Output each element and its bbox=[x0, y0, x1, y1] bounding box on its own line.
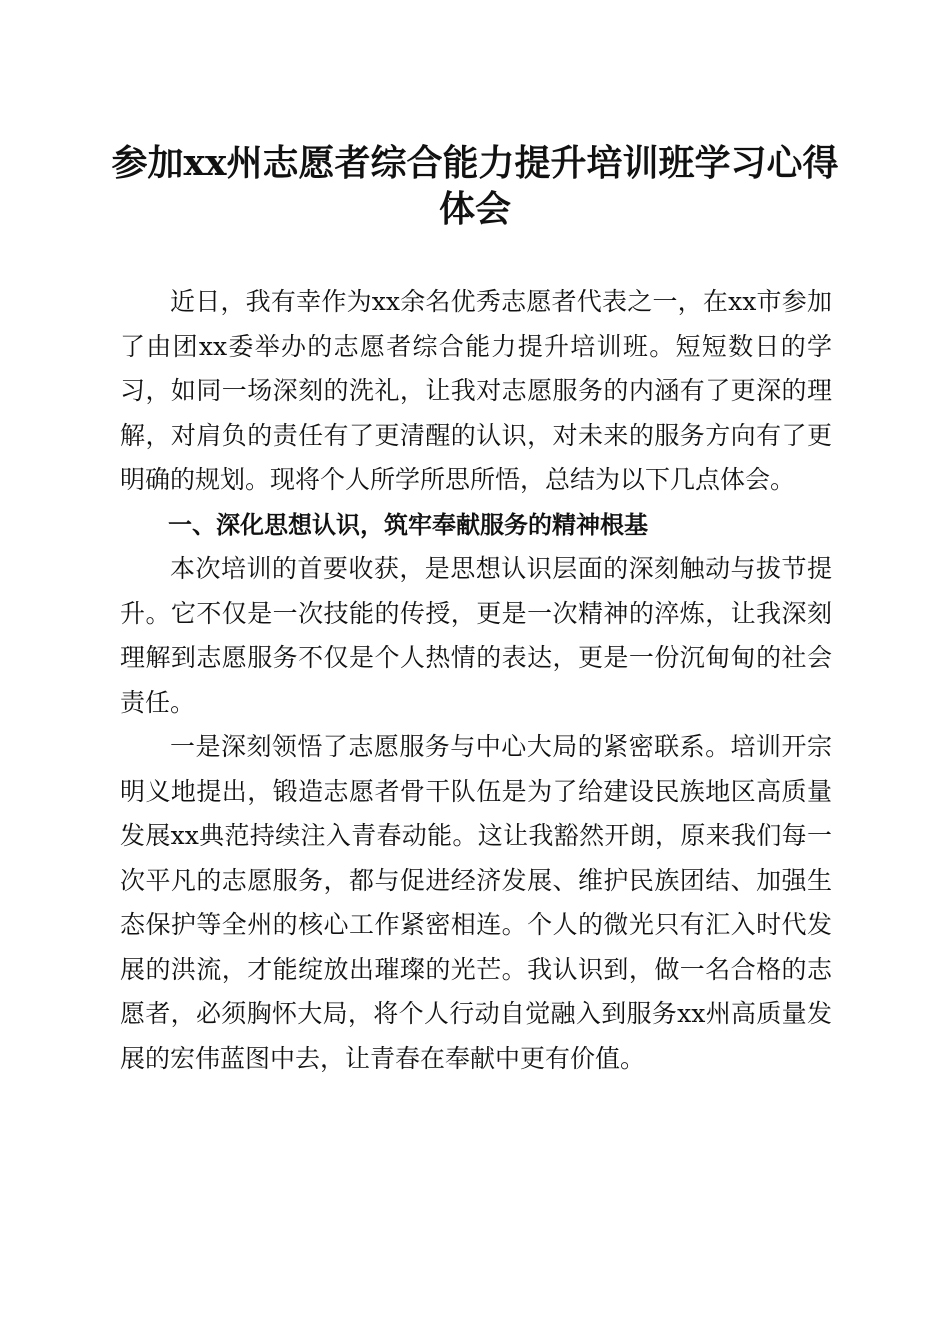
document-body bbox=[120, 280, 832, 1081]
body-paragraph: 一是深刻领悟了志愿服务与中心大局的紧密联系。培训开宗明义地提出，锻造志愿者骨干队伍是为了给建设民族地区高质量发展xx典范持续注入青春动能。这让我豁然开朗，原来我们每一次平凡的志愿服务，都与促进经济发展、维护民族团结、加强生态保护等全州的核心工作紧密相连。个人的微光只有汇入时代发展的洪流，才能绽放出璀璨的光芒。我认识到，做一名合格的志愿者，必须胸怀大局，将个人行动自觉融入到服务xx州高质量发展的宏伟蓝图中去，让青春在奉献中更有价值。 bbox=[120, 732, 832, 1073]
document-title: 参加xx州志愿者综合能力提升培训班学习心得体会 bbox=[111, 142, 839, 230]
intro-paragraph: 近日，我有幸作为xx余名优秀志愿者代表之一，在xx市参加了由团xx委举办的志愿者综合能力提升培训班。短短数日的学习，如同一场深刻的洗礼，让我对志愿服务的内涵有了更深的理解，对肩负的责任有了更清醒的认识，对未来的服务方向有了更明确的规划。现将个人所学所思所悟，总结为以下几点体会。 bbox=[120, 287, 832, 494]
body-paragraph: 本次培训的首要收获，是思想认识层面的深刻触动与拔节提升。它不仅是一次技能的传授，更是一次精神的淬炼，让我深刻理解到志愿服务不仅是个人热情的表达，更是一份沉甸甸的社会责任。 bbox=[120, 554, 832, 717]
section-heading: 一、深化思想认识，筑牢奉献服务的精神根基 bbox=[168, 510, 648, 539]
